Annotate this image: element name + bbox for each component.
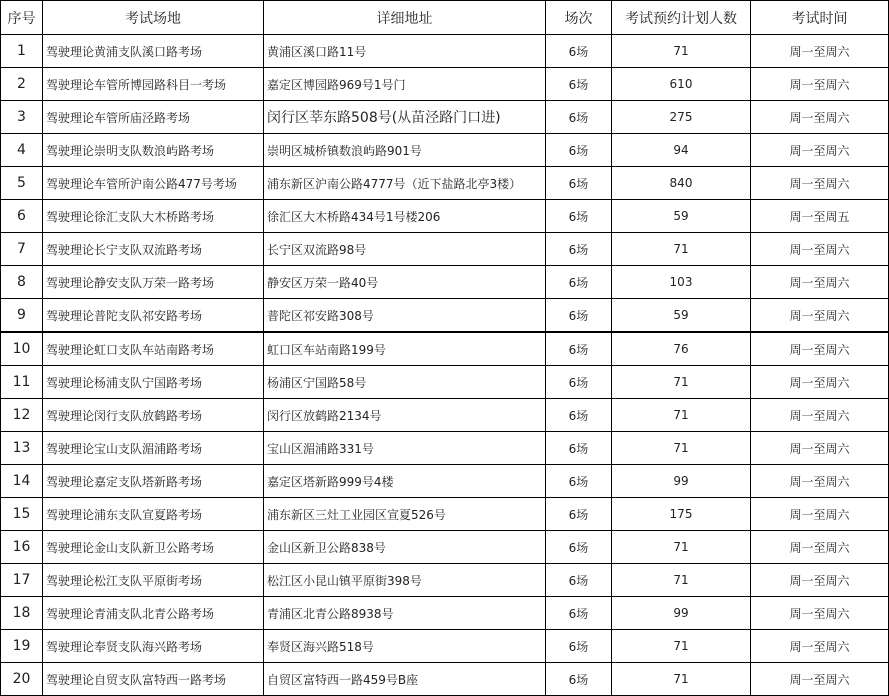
table-row — [1, 68, 889, 101]
cell-address: 嘉定区博园路969号1号门 — [264, 68, 546, 101]
cell-index: 15 — [1, 498, 43, 531]
cell-index: 13 — [1, 432, 43, 465]
cell-capacity: 71 — [612, 531, 751, 564]
cell-sessions: 6场 — [546, 233, 612, 266]
cell-time: 周一至周六 — [751, 134, 889, 167]
cell-time: 周一至周六 — [751, 167, 889, 200]
cell-address: 松江区小昆山镇平原街398号 — [264, 564, 546, 597]
header-time: 考试时间 — [751, 1, 889, 35]
cell-time: 周一至周六 — [751, 663, 889, 696]
cell-capacity: 99 — [612, 465, 751, 498]
cell-time: 周一至周六 — [751, 332, 889, 366]
table-row — [1, 399, 889, 432]
header-venue: 考试场地 — [43, 1, 264, 35]
cell-index: 3 — [1, 101, 43, 134]
table-row — [1, 366, 889, 399]
cell-venue: 驾驶理论静安支队万荣一路考场 — [43, 266, 264, 299]
cell-index: 14 — [1, 465, 43, 498]
cell-capacity: 71 — [612, 630, 751, 663]
cell-time: 周一至周六 — [751, 498, 889, 531]
cell-capacity: 275 — [612, 101, 751, 134]
table-row — [1, 663, 889, 696]
cell-index: 7 — [1, 233, 43, 266]
cell-sessions: 6场 — [546, 597, 612, 630]
cell-sessions: 6场 — [546, 266, 612, 299]
cell-capacity: 71 — [612, 35, 751, 68]
table-row — [1, 35, 889, 68]
cell-venue: 驾驶理论崇明支队数浪屿路考场 — [43, 134, 264, 167]
cell-address: 浦东新区三灶工业园区宣夏526号 — [264, 498, 546, 531]
cell-venue: 驾驶理论普陀支队祁安路考场 — [43, 299, 264, 333]
cell-sessions: 6场 — [546, 432, 612, 465]
cell-venue: 驾驶理论虹口支队车站南路考场 — [43, 332, 264, 366]
cell-time: 周一至周六 — [751, 233, 889, 266]
table-row — [1, 167, 889, 200]
cell-capacity: 175 — [612, 498, 751, 531]
cell-sessions: 6场 — [546, 564, 612, 597]
cell-index: 20 — [1, 663, 43, 696]
cell-time: 周一至周六 — [751, 68, 889, 101]
cell-time: 周一至周六 — [751, 432, 889, 465]
table-row — [1, 200, 889, 233]
cell-address: 浦东新区沪南公路4777号（近下盐路北亭3楼） — [264, 167, 546, 200]
table-row — [1, 564, 889, 597]
cell-sessions: 6场 — [546, 299, 612, 333]
cell-address: 徐汇区大木桥路434号1号楼206 — [264, 200, 546, 233]
table-row — [1, 465, 889, 498]
table-row — [1, 266, 889, 299]
cell-sessions: 6场 — [546, 498, 612, 531]
cell-sessions: 6场 — [546, 332, 612, 366]
cell-address: 自贸区富特西一路459号B座 — [264, 663, 546, 696]
cell-sessions: 6场 — [546, 399, 612, 432]
cell-address: 普陀区祁安路308号 — [264, 299, 546, 333]
cell-venue: 驾驶理论金山支队新卫公路考场 — [43, 531, 264, 564]
cell-venue: 驾驶理论长宁支队双流路考场 — [43, 233, 264, 266]
cell-capacity: 59 — [612, 200, 751, 233]
cell-venue: 驾驶理论车管所博园路科目一考场 — [43, 68, 264, 101]
cell-venue: 驾驶理论嘉定支队塔新路考场 — [43, 465, 264, 498]
cell-sessions: 6场 — [546, 630, 612, 663]
cell-venue: 驾驶理论徐汇支队大木桥路考场 — [43, 200, 264, 233]
cell-venue: 驾驶理论青浦支队北青公路考场 — [43, 597, 264, 630]
cell-index: 10 — [1, 332, 43, 366]
cell-time: 周一至周六 — [751, 531, 889, 564]
cell-sessions: 6场 — [546, 35, 612, 68]
cell-time: 周一至周六 — [751, 630, 889, 663]
cell-venue: 驾驶理论车管所沪南公路477号考场 — [43, 167, 264, 200]
cell-index: 2 — [1, 68, 43, 101]
cell-venue: 驾驶理论松江支队平原街考场 — [43, 564, 264, 597]
cell-time: 周一至周六 — [751, 597, 889, 630]
cell-index: 16 — [1, 531, 43, 564]
cell-sessions: 6场 — [546, 167, 612, 200]
cell-capacity: 103 — [612, 266, 751, 299]
cell-sessions: 6场 — [546, 68, 612, 101]
cell-index: 18 — [1, 597, 43, 630]
cell-capacity: 71 — [612, 663, 751, 696]
cell-address: 静安区万荣一路40号 — [264, 266, 546, 299]
cell-index: 6 — [1, 200, 43, 233]
cell-sessions: 6场 — [546, 134, 612, 167]
cell-venue: 驾驶理论杨浦支队宁国路考场 — [43, 366, 264, 399]
table-body — [1, 35, 889, 696]
cell-venue: 驾驶理论宝山支队湄浦路考场 — [43, 432, 264, 465]
header-address: 详细地址 — [264, 1, 546, 35]
cell-index: 1 — [1, 35, 43, 68]
cell-address: 黄浦区溪口路11号 — [264, 35, 546, 68]
cell-sessions: 6场 — [546, 465, 612, 498]
cell-time: 周一至周六 — [751, 101, 889, 134]
cell-address: 闵行区放鹤路2134号 — [264, 399, 546, 432]
cell-address: 虹口区车站南路199号 — [264, 332, 546, 366]
cell-address: 奉贤区海兴路518号 — [264, 630, 546, 663]
cell-capacity: 71 — [612, 564, 751, 597]
table-header-row — [1, 1, 889, 35]
cell-venue: 驾驶理论闵行支队放鹤路考场 — [43, 399, 264, 432]
table-row — [1, 299, 889, 333]
cell-time: 周一至周六 — [751, 266, 889, 299]
table-row — [1, 432, 889, 465]
cell-time: 周一至周五 — [751, 200, 889, 233]
cell-time: 周一至周六 — [751, 299, 889, 333]
cell-time: 周一至周六 — [751, 366, 889, 399]
table-row — [1, 101, 889, 134]
cell-index: 17 — [1, 564, 43, 597]
cell-capacity: 99 — [612, 597, 751, 630]
cell-venue: 驾驶理论奉贤支队海兴路考场 — [43, 630, 264, 663]
cell-index: 11 — [1, 366, 43, 399]
table-row — [1, 630, 889, 663]
cell-address: 杨浦区宁国路58号 — [264, 366, 546, 399]
table-row — [1, 597, 889, 630]
cell-index: 5 — [1, 167, 43, 200]
cell-address: 长宁区双流路98号 — [264, 233, 546, 266]
cell-sessions: 6场 — [546, 101, 612, 134]
cell-time: 周一至周六 — [751, 35, 889, 68]
cell-capacity: 71 — [612, 233, 751, 266]
cell-capacity: 71 — [612, 399, 751, 432]
cell-sessions: 6场 — [546, 366, 612, 399]
cell-capacity: 840 — [612, 167, 751, 200]
cell-capacity: 71 — [612, 366, 751, 399]
table-row — [1, 134, 889, 167]
cell-address: 崇明区城桥镇数浪屿路901号 — [264, 134, 546, 167]
header-sessions: 场次 — [546, 1, 612, 35]
cell-address: 闵行区莘东路508号(从苗泾路门口进) — [264, 101, 546, 134]
cell-address: 嘉定区塔新路999号4楼 — [264, 465, 546, 498]
table-row — [1, 233, 889, 266]
cell-address: 金山区新卫公路838号 — [264, 531, 546, 564]
cell-index: 9 — [1, 299, 43, 333]
header-index: 序号 — [1, 1, 43, 35]
cell-capacity: 94 — [612, 134, 751, 167]
cell-capacity: 76 — [612, 332, 751, 366]
cell-index: 4 — [1, 134, 43, 167]
cell-address: 青浦区北青公路8938号 — [264, 597, 546, 630]
table-row — [1, 332, 889, 366]
cell-capacity: 71 — [612, 432, 751, 465]
cell-time: 周一至周六 — [751, 465, 889, 498]
cell-venue: 驾驶理论黄浦支队溪口路考场 — [43, 35, 264, 68]
cell-sessions: 6场 — [546, 531, 612, 564]
table-row — [1, 531, 889, 564]
cell-address: 宝山区湄浦路331号 — [264, 432, 546, 465]
cell-capacity: 59 — [612, 299, 751, 333]
cell-venue: 驾驶理论浦东支队宣夏路考场 — [43, 498, 264, 531]
cell-venue: 驾驶理论车管所庙泾路考场 — [43, 101, 264, 134]
table-row — [1, 498, 889, 531]
cell-capacity: 610 — [612, 68, 751, 101]
cell-venue: 驾驶理论自贸支队富特西一路考场 — [43, 663, 264, 696]
cell-sessions: 6场 — [546, 663, 612, 696]
cell-sessions: 6场 — [546, 200, 612, 233]
cell-time: 周一至周六 — [751, 564, 889, 597]
cell-time: 周一至周六 — [751, 399, 889, 432]
header-capacity: 考试预约计划人数 — [612, 1, 751, 35]
cell-index: 19 — [1, 630, 43, 663]
cell-index: 12 — [1, 399, 43, 432]
cell-index: 8 — [1, 266, 43, 299]
